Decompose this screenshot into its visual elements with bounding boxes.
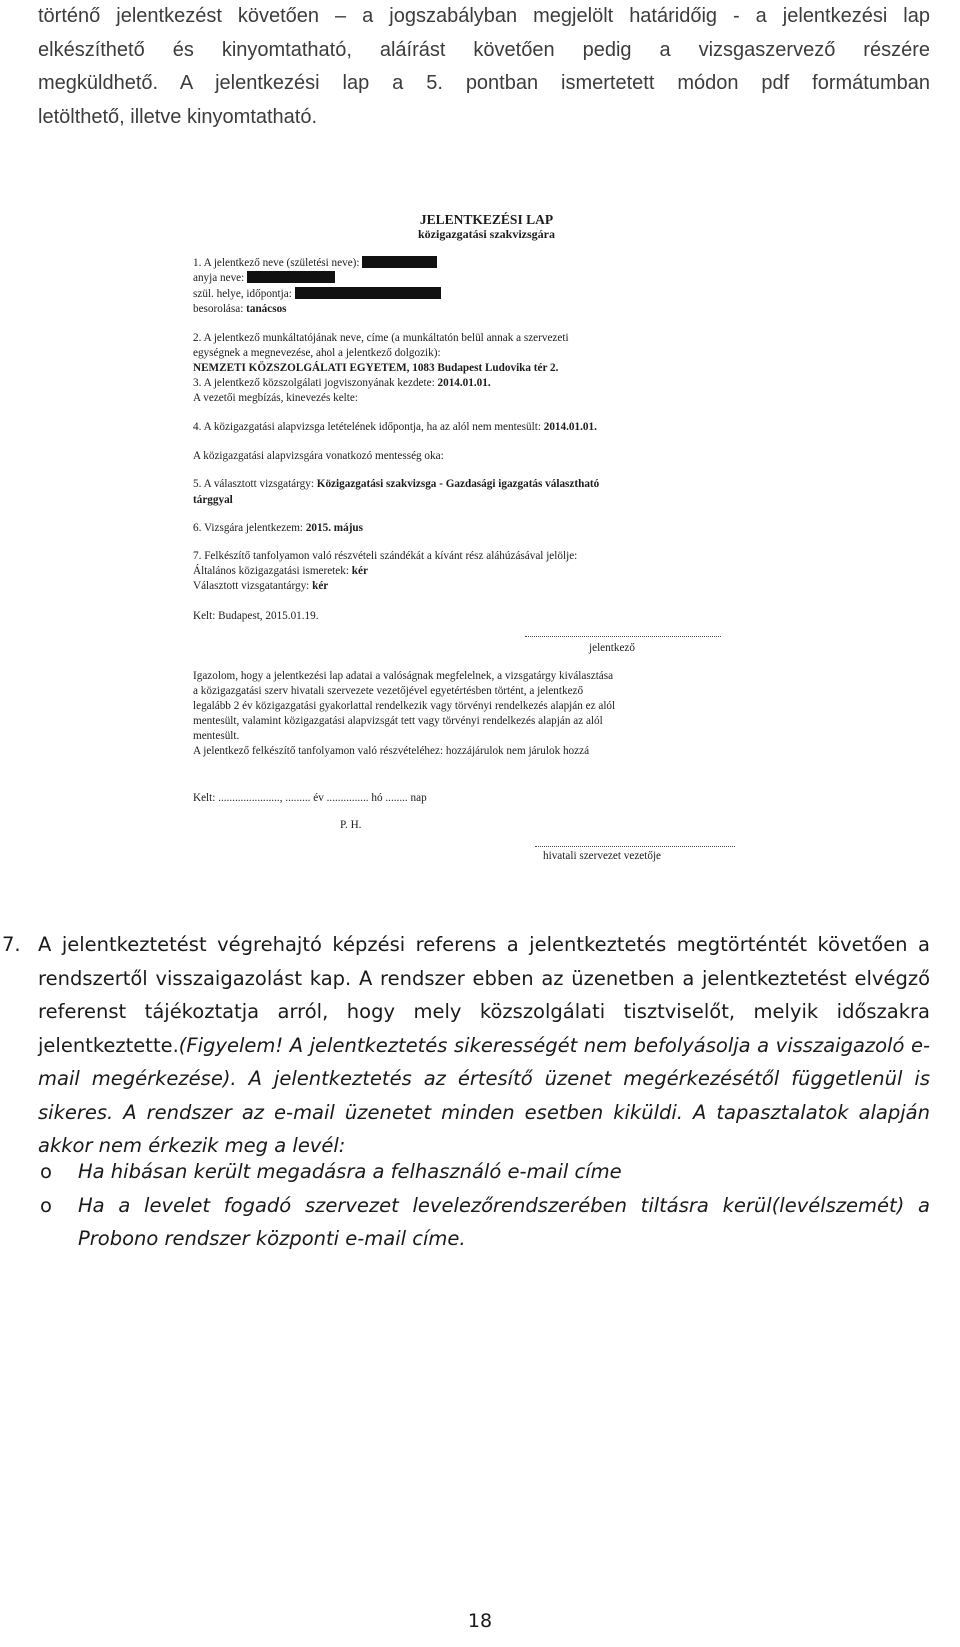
form-field-birth: szül. helye, időpontja: [193, 288, 292, 300]
bullet-list [38, 1155, 930, 1256]
redaction-bar [295, 287, 441, 299]
section-7-italic-text: (Figyelem! A jelentkeztetés sikerességét nem befolyásolja a visszaigazoló e-mail megérkezése). A jelentkeztetés az értesítő üzenet megérkezésétől függetlenül is sikeres. A rendszer az e-mail üzenetet minden esetben kiküldi. A tapasztalatok alapján akkor nem érkezik meg a levél: [38, 1033, 930, 1157]
form-field-chosen-value: kér [312, 580, 329, 592]
intro-line: megküldhető. A jelentkezési lap a 5. pontban ismertetett módon pdf formátumban [38, 72, 930, 94]
form-certification-line: legalább 2 év közigazgatási gyakorlattal rendelkezik vagy törvényi rendelkezés alapján ez alól [193, 700, 616, 712]
redaction-bar [247, 271, 335, 283]
form-field-subject-value: Közigazgatási szakvizsga - Gazdasági igazgatás választható [316, 478, 600, 490]
form-field-basic-exam-label: 4. A közigazgatási alapvizsga letételének időpontja, ha az alól nem mentesült: [193, 421, 541, 433]
signature-applicant-label: jelentkező [589, 642, 635, 654]
page-number: 18 [467, 1610, 493, 1632]
form-field-start-value: 2014.01.01. [437, 377, 491, 389]
form-field-exam-date-value: 2015. május [305, 522, 364, 534]
form-field-exam-date-label: 6. Vizsgára jelentkezem: [193, 522, 304, 534]
form-field-subject-label: 5. A választott vizsgatárgy: [193, 478, 314, 490]
form-date-blank: Kelt: ......................, ......... év ............... hó ........ nap [193, 792, 427, 804]
bullet-marker: o [40, 1193, 52, 1217]
form-field-chosen-label: Választott vizsgatantárgy: [193, 580, 310, 592]
form-field-employer-value: NEMZETI KÖZSZOLGÁLATI EGYETEM, 1083 Budapest Ludovika tér 2. [193, 362, 559, 374]
form-certification-line: a közigazgatási szerv hivatali szervezete vezetőjével egyetértésben történt, a jelentkező [193, 685, 584, 697]
form-field-start-label: 3. A jelentkező közszolgálati jogviszonyának kezdete: [193, 377, 435, 389]
section-7-body [38, 928, 930, 1163]
form-field-name: 1. A jelentkező neve (születési neve): [193, 257, 360, 269]
application-form-scan [193, 212, 740, 912]
form-certification-line: Igazolom, hogy a jelentkezési lap adatai a valóságnak megfelelnek, a vizsgatárgy kiválasztása [193, 670, 614, 682]
list-item [38, 1155, 930, 1189]
form-field-grade-label: besorolása: [193, 303, 244, 315]
form-field-basic-exam-value: 2014.01.01. [543, 421, 597, 433]
form-certification-line: mentesült, valamint közigazgatási alapvizsgát tett vagy törvényi rendelkezés alapján az alól [193, 715, 603, 727]
form-field-general-value: kér [351, 565, 368, 577]
form-field-course: 7. Felkészítő tanfolyamon való részvételi szándékát a kívánt rész aláhúzásával jelölje: [193, 550, 578, 562]
signature-head-label: hivatali szervezet vezetője [543, 850, 662, 862]
form-field-employer: 2. A jelentkező munkáltatójának neve, címe (a munkáltatón belül annak a szervezeti [193, 332, 569, 344]
signature-line [535, 846, 735, 847]
section-number: 7. [2, 933, 21, 956]
form-field-subject-value-cont: tárggyal [193, 494, 233, 506]
form-subtitle: közigazgatási szakvizsgára [418, 227, 555, 241]
form-certification-line: mentesült. [193, 730, 240, 742]
signature-line [525, 636, 721, 637]
form-field-general-label: Általános közigazgatási ismeretek: [193, 565, 349, 577]
bullet-marker: o [40, 1160, 52, 1183]
form-seal-label: P. H. [340, 819, 362, 831]
form-field-appointment: A vezetői megbízás, kinevezés kelte: [193, 392, 358, 404]
form-field-mother: anyja neve: [193, 272, 245, 284]
intro-line: történő jelentkezést követően – a jogszabályban megjelölt határidőig - a jelentkezési lap [38, 5, 930, 27]
form-field-grade-value: tanácsos [246, 303, 287, 315]
form-field-exemption: A közigazgatási alapvizsgára vonatkozó mentesség oka: [193, 450, 444, 462]
intro-line: elkészíthető és kinyomtatható, aláírást követően pedig a vizsgaszervező részére [38, 38, 930, 61]
intro-line: letölthető, illetve kinyomtatható. [38, 105, 318, 128]
intro-paragraph [38, 0, 930, 134]
form-field-employer-unit: egységnek a megnevezése, ahol a jelentkező dolgozik): [193, 347, 441, 359]
form-title: JELENTKEZÉSI LAP [419, 212, 554, 227]
section-7-text: A jelentkeztetést végrehajtó képzési referens a jelentkeztetés megtörténtét követően a rendszertől visszaigazolást kap. A rendszer ebben az üzenetben a jelentkeztetést elvégző referenst tájékoztatja arról, hogy mely közszolgálati tisztviselőt, melyik időszakra jelentkeztette. [38, 933, 930, 1057]
redaction-bar [362, 256, 437, 268]
list-item-text: Ha a levelet fogadó szervezet levelezőrendszerében tiltásra kerül(levélszemét) a Probono rendszer központi e-mail címe. [78, 1193, 930, 1250]
form-date: Kelt: Budapest, 2015.01.19. [193, 610, 319, 622]
form-certification-line: A jelentkező felkészítő tanfolyamon való részvételéhez: hozzájárulok nem járulok hozzá [193, 745, 590, 757]
list-item-text: Ha hibásan került megadásra a felhasználó e-mail címe [78, 1160, 622, 1183]
list-item [38, 1189, 930, 1256]
